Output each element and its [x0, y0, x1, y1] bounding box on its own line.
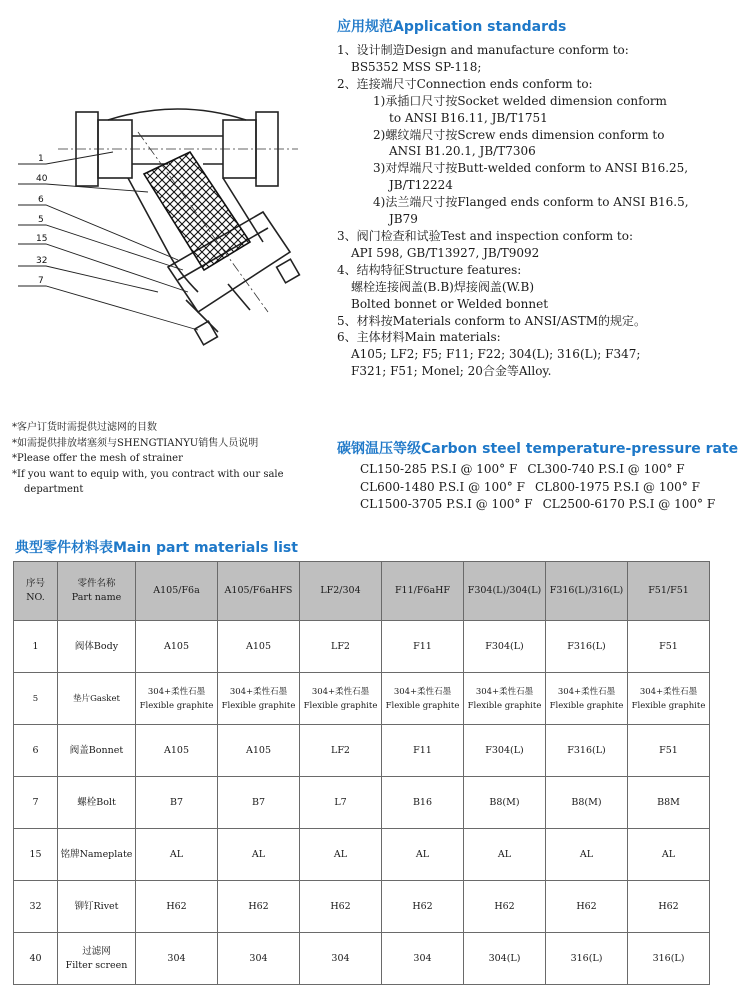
table-row [14, 725, 710, 777]
material-cell [628, 881, 710, 933]
material-line: Flexible graphite [385, 700, 460, 711]
material-line: F304(L) [485, 744, 524, 756]
material-line: 304 [331, 952, 350, 964]
material-cell [300, 621, 382, 673]
material-line: AL [333, 848, 348, 860]
material-line: F11 [413, 640, 432, 652]
material-cell [218, 777, 300, 829]
material-cell [464, 777, 546, 829]
row-number: 40 [14, 933, 58, 985]
part-name-line: Filter screen [65, 959, 128, 971]
drawing-label: 40 [36, 174, 48, 184]
part-name [58, 725, 136, 777]
material-line: B8M [657, 796, 680, 808]
application-line: 螺栓连接阀盖(B.B)焊接阀盖(W.B) [351, 279, 535, 294]
application-line: 1、设计制造Design and manufacture conform to: [337, 43, 629, 57]
part-name-line: 过滤网 [82, 945, 111, 957]
part-name-line: 铭牌Nameplate [60, 848, 133, 860]
material-cell [218, 829, 300, 881]
rating-value: CL800-1975 P.S.I @ 100° F [534, 479, 700, 494]
part-name [58, 829, 136, 881]
application-line: 5、材料按Materials conform to ANSI/ASTM的规定。 [337, 313, 647, 328]
material-line: F11 [413, 744, 432, 756]
rating-value: CL1500-3705 P.S.I @ 100° F [360, 497, 533, 511]
material-cell [218, 725, 300, 777]
material-line: H62 [412, 900, 433, 912]
material-line: 316(L) [570, 952, 603, 964]
material-line: L7 [334, 796, 347, 808]
material-cell [136, 933, 218, 985]
table-row [14, 777, 710, 829]
drawing-label: 32 [36, 256, 48, 266]
material-line: A105 [246, 640, 271, 652]
note-line: *如需提供排放堵塞须与SHENGTIANYU销售人员说明 [12, 437, 259, 449]
material-cell [382, 725, 464, 777]
material-cell [136, 777, 218, 829]
application-line: API 598, GB/T13927, JB/T9092 [351, 245, 540, 260]
material-line: H62 [330, 900, 351, 912]
material-line: AL [415, 848, 430, 860]
application-line: 2)螺纹端尺寸按Screw ends dimension conform to [373, 127, 665, 142]
material-cell [464, 673, 546, 725]
material-cell [218, 881, 300, 933]
header-grade: LF2/304 [300, 562, 382, 621]
material-line: H62 [494, 900, 515, 912]
material-cell [628, 777, 710, 829]
part-name-line: 阀盖Bonnet [69, 744, 124, 756]
material-cell [300, 777, 382, 829]
material-line: 316(L) [652, 952, 685, 964]
note-line: department [24, 484, 84, 495]
material-cell [464, 621, 546, 673]
material-line: 304+柔性石墨 [639, 686, 698, 697]
application-line: to ANSI B16.11, JB/T1751 [389, 110, 548, 125]
material-cell [546, 777, 628, 829]
material-cell [382, 673, 464, 725]
material-line: Flexible graphite [221, 700, 296, 711]
application-line: 6、主体材料Main materials: [337, 330, 501, 345]
row-number: 7 [14, 777, 58, 829]
materials-body [14, 621, 710, 985]
part-name-line: 阀体Body [74, 640, 119, 652]
material-cell [382, 777, 464, 829]
note-line: *Please offer the mesh of strainer [12, 453, 183, 464]
material-line: 304(L) [488, 952, 521, 964]
material-cell [628, 621, 710, 673]
material-cell [546, 933, 628, 985]
material-line: F316(L) [567, 640, 606, 652]
material-line: F51 [659, 744, 678, 756]
application-line: JB79 [389, 212, 418, 227]
table-row [14, 933, 710, 985]
material-cell [136, 725, 218, 777]
material-cell [218, 673, 300, 725]
row-number: 6 [14, 725, 58, 777]
material-line: 304+柔性石墨 [393, 686, 452, 697]
rating-row [360, 479, 715, 497]
header-no [14, 562, 58, 621]
part-name-line: 垫片Gasket [73, 693, 120, 704]
application-line: JB/T12224 [389, 178, 453, 193]
material-line: AL [251, 848, 266, 860]
header-grade: A105/F6aHFS [218, 562, 300, 621]
material-cell [464, 829, 546, 881]
application-line: 4)法兰端尺寸按Flanged ends conform to ANSI B16.5, [373, 195, 689, 210]
material-line: AL [579, 848, 594, 860]
material-line: 304+柔性石墨 [229, 686, 288, 697]
material-line: F304(L) [485, 640, 524, 652]
material-cell [628, 725, 710, 777]
material-line: Flexible graphite [467, 700, 542, 711]
material-cell [218, 621, 300, 673]
part-name [58, 881, 136, 933]
material-cell [136, 881, 218, 933]
material-cell [546, 673, 628, 725]
material-cell [382, 933, 464, 985]
application-line: 1)承插口尺寸按Socket welded dimension conform [373, 93, 667, 108]
header-part-cn: 零件名称 [77, 578, 116, 589]
rating-value: CL300-740 P.S.I @ 100° F [527, 462, 685, 476]
drawing-label: 6 [38, 195, 44, 205]
rating-row [360, 496, 715, 514]
header-grade: F11/F6aHF [382, 562, 464, 621]
material-cell [382, 829, 464, 881]
application-line: A105; LF2; F5; F11; F22; 304(L); 316(L); F347; [351, 347, 641, 362]
applications-title: 应用规范Application standards [337, 19, 567, 35]
material-cell [628, 829, 710, 881]
material-cell [464, 725, 546, 777]
material-line: Flexible graphite [303, 700, 378, 711]
application-line: BS5352 MSS SP-118; [351, 59, 482, 74]
strainer-drawing [18, 92, 318, 362]
header-grade: F316(L)/316(L) [546, 562, 628, 621]
material-cell [628, 933, 710, 985]
material-cell [546, 881, 628, 933]
material-cell [382, 881, 464, 933]
material-line: AL [169, 848, 184, 860]
row-number: 32 [14, 881, 58, 933]
material-line: 304+柔性石墨 [147, 686, 206, 697]
application-line: Bolted bonnet or Welded bonnet [351, 296, 549, 311]
material-cell [136, 673, 218, 725]
material-line: 304 [413, 952, 432, 964]
material-line: H62 [576, 900, 597, 912]
header-grade: F304(L)/304(L) [464, 562, 546, 621]
drawing-label: 15 [36, 234, 48, 244]
material-line: 304+柔性石墨 [475, 686, 534, 697]
material-line: B8(M) [489, 796, 520, 808]
material-line: A105 [164, 744, 189, 756]
header-no-cn: 序号 [25, 578, 45, 589]
header-grade: F51/F51 [628, 562, 710, 621]
material-line: B16 [412, 796, 433, 808]
materials-header-row [14, 562, 710, 621]
material-cell [300, 881, 382, 933]
material-line: AL [497, 848, 512, 860]
application-line: F321; F51; Monel; 20合金等Alloy. [351, 364, 552, 379]
material-cell [300, 725, 382, 777]
part-name [58, 621, 136, 673]
table-row [14, 829, 710, 881]
material-line: LF2 [331, 744, 350, 756]
material-cell [136, 829, 218, 881]
material-cell [300, 673, 382, 725]
application-line: 3)对焊端尺寸按Butt-welded conform to ANSI B16.25, [373, 161, 689, 176]
material-line: H62 [658, 900, 679, 912]
material-cell [218, 933, 300, 985]
table-row [14, 881, 710, 933]
header-no-en: NO. [26, 592, 45, 603]
material-line: H62 [248, 900, 269, 912]
drawing-label: 7 [38, 276, 44, 286]
material-line: F51 [659, 640, 678, 652]
material-line: Flexible graphite [139, 700, 214, 711]
header-part-en: Part name [71, 592, 122, 603]
material-line: AL [661, 848, 676, 860]
material-cell [300, 829, 382, 881]
rating-value: CL2500-6170 P.S.I @ 100° F [542, 497, 716, 511]
header-grade: A105/F6a [136, 562, 218, 621]
table-row [14, 621, 710, 673]
material-line: 304+柔性石墨 [557, 686, 616, 697]
material-cell [300, 933, 382, 985]
application-line: ANSI B1.20.1, JB/T7306 [389, 144, 536, 159]
material-line: H62 [166, 900, 187, 912]
material-line: LF2 [331, 640, 350, 652]
note-line: *If you want to equip with, you contract with our sale [12, 468, 284, 480]
part-name [58, 777, 136, 829]
material-line: B7 [169, 796, 184, 808]
material-line: 304 [167, 952, 186, 964]
material-cell [136, 621, 218, 673]
part-name-line: 螺栓Bolt [77, 796, 116, 808]
materials-title: 典型零件材料表Main part materials list [15, 540, 298, 556]
material-cell [546, 725, 628, 777]
application-line: 2、连接端尺寸Connection ends conform to: [337, 76, 593, 91]
material-cell [464, 881, 546, 933]
rating-list [360, 461, 715, 514]
part-name-line: 铆钉Rivet [74, 900, 119, 912]
material-line: B7 [251, 796, 266, 808]
material-cell [464, 933, 546, 985]
note-line: *客户订货时需提供过滤网的目数 [12, 422, 157, 433]
part-name [58, 673, 136, 725]
drawing-label: 5 [38, 215, 44, 225]
material-cell [546, 829, 628, 881]
table-row [14, 673, 710, 725]
applications-list [337, 42, 737, 380]
rating-title: 碳钢温压等级Carbon steel temperature-pressure rate [337, 441, 739, 457]
row-number: 1 [14, 621, 58, 673]
material-cell [628, 673, 710, 725]
material-line: B8(M) [571, 796, 602, 808]
material-line: A105 [246, 744, 271, 756]
application-line: 3、阀门检查和试验Test and inspection conform to: [337, 228, 633, 243]
row-number: 15 [14, 829, 58, 881]
material-line: 304+柔性石墨 [311, 686, 370, 697]
row-number: 5 [14, 673, 58, 725]
material-line: Flexible graphite [549, 700, 624, 711]
material-line: F316(L) [567, 744, 606, 756]
materials-table [13, 561, 710, 985]
drawing-label: 1 [38, 154, 44, 164]
rating-row [360, 461, 715, 479]
rating-value: CL600-1480 P.S.I @ 100° F [360, 479, 525, 494]
part-name [58, 933, 136, 985]
application-line: 4、结构特征Structure features: [337, 262, 522, 277]
material-cell [546, 621, 628, 673]
material-line: Flexible graphite [631, 700, 706, 711]
material-line: A105 [164, 640, 189, 652]
header-part [58, 562, 136, 621]
order-notes [12, 420, 332, 498]
rating-value: CL150-285 P.S.I @ 100° F [360, 462, 518, 476]
material-line: 304 [249, 952, 268, 964]
material-cell [382, 621, 464, 673]
